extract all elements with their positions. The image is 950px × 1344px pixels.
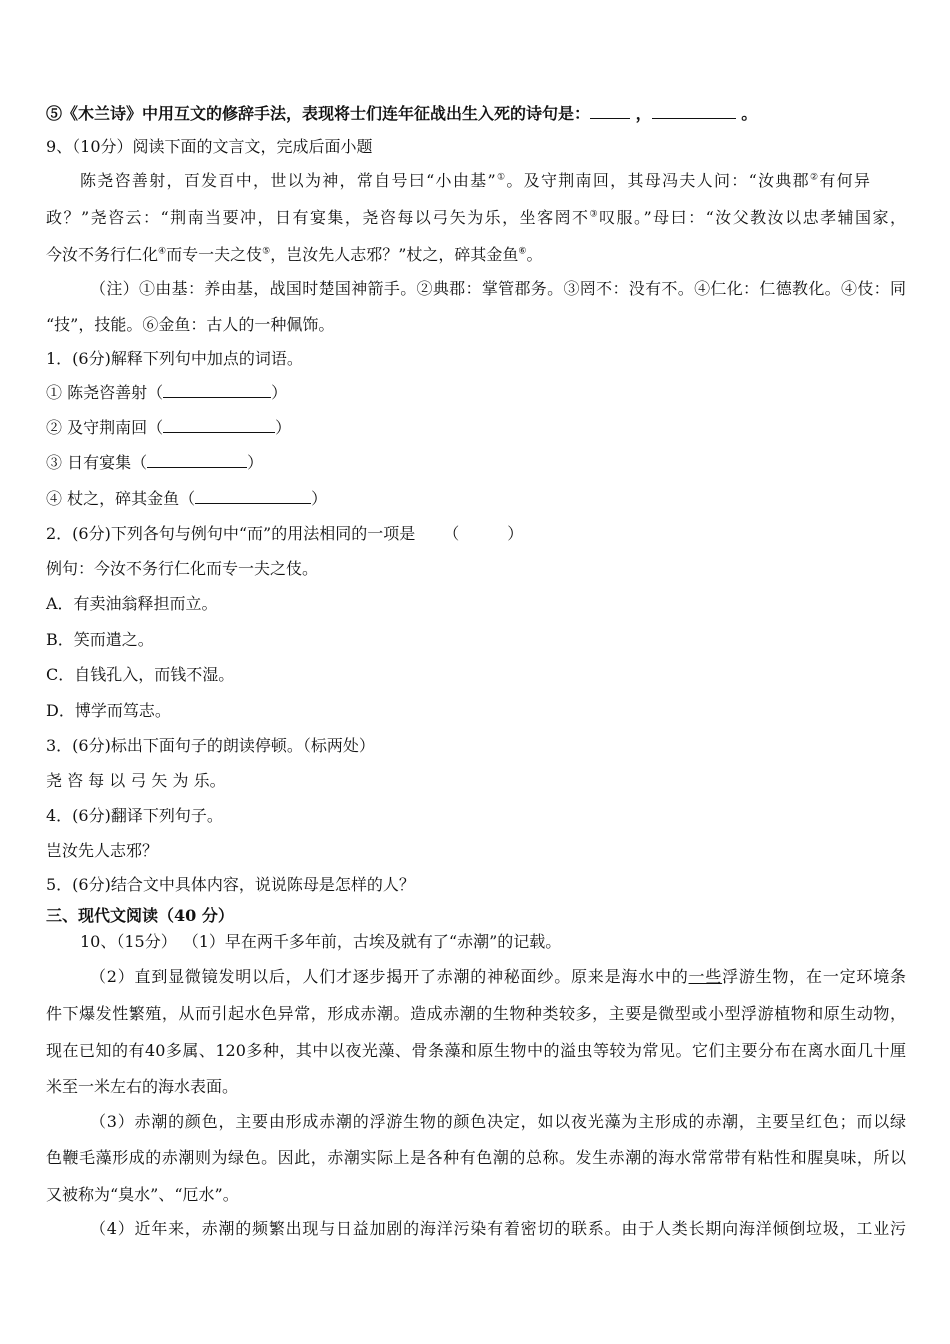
subq-1-item-text: ② 及守荆南回（: [46, 418, 164, 437]
passage-text: 陈尧咨善射，百发百中，世以为神，常自号曰“小由基”: [80, 171, 496, 190]
answer-blank[interactable]: [195, 489, 311, 504]
q10-header: 10、（15分）: [80, 932, 177, 951]
subq-2-stem: [46, 524, 523, 544]
subq-1-item: [46, 418, 291, 438]
paragraph-2-line-3: 现在已知的有40多属、120多种，其中以夜光藻、骨条藻和原生物中的溢虫等较为常见。它们主要分布在离水面几十厘: [46, 1041, 906, 1060]
subq-1-item: [46, 489, 327, 509]
subq-1-item: [46, 453, 263, 473]
passage-line-1: [80, 171, 870, 191]
option-b[interactable]: B．笑而遣之。: [46, 630, 154, 649]
footnote-mark: ⑤: [262, 246, 271, 257]
paren-close: ）: [271, 383, 288, 402]
passage-line-3: [46, 245, 542, 265]
q8-item-5: [46, 104, 757, 124]
subq-1-stem: 1．(6分)解释下列句中加点的词语。: [46, 349, 303, 368]
paren-close: ）: [311, 489, 328, 508]
paragraph-text: （2）直到显微镜发明以后，人们才逐步揭开了赤潮的神秘面纱。原来是海水中的: [90, 967, 689, 986]
passage-text: 。及守荆南回，其母冯夫人问：“汝典郡: [506, 171, 810, 190]
footnote-mark: ②: [810, 172, 820, 183]
underlined-text: 一些: [688, 967, 723, 986]
subq-4-sentence: 岂汝先人志邪？: [46, 841, 159, 860]
paren-close: ）: [247, 453, 264, 472]
subq-4-stem: 4．(6分)翻译下列句子。: [46, 806, 223, 825]
paragraph-4-line-1: （4）近年来，赤潮的频繁出现与日益加剧的海洋污染有着密切的联系。由于人类长期向海洋倾倒垃圾，工业污: [90, 1219, 906, 1238]
q8-item-5-text: ⑤《木兰诗》中用互文的修辞手法，表现将士们连年征战出生入死的诗句是：: [46, 104, 591, 123]
subq-3-sentence: 尧 咨 每 以 弓 矢 为 乐。: [46, 771, 226, 790]
section-3-title: 三、现代文阅读（40 分）: [46, 906, 234, 925]
passage-text: ，岂汝先人志邪？”杖之，碎其金鱼: [270, 245, 519, 264]
q8-item-5-end: 。: [741, 104, 758, 123]
passage-line-2: [46, 208, 906, 228]
passage-text: 。: [526, 245, 543, 264]
paragraph-1: （1）早在两千多年前，古埃及就有了“赤潮”的记载。: [190, 932, 562, 951]
passage-text: 叹服。”母曰：“汝父教汝以忠孝辅国家，: [599, 208, 906, 227]
passage-text: 今汝不务行仁化: [46, 245, 159, 264]
notes-line-2: “技”，技能。⑥金鱼：古人的一种佩饰。: [46, 315, 335, 334]
footnote-mark: ①: [495, 172, 507, 183]
paragraph-3-line-3: 又被称为“臭水”、“厄水”。: [46, 1185, 239, 1204]
subq-2-stem-text: 2．(6分)下列各句与例句中“而”的用法相同的一项是: [46, 524, 416, 543]
paragraph-text: 浮游生物，在一定环境条: [722, 967, 906, 986]
answer-blank[interactable]: [163, 383, 271, 398]
footnote-mark: ③: [589, 209, 600, 220]
answer-paren[interactable]: （ ）: [443, 524, 524, 543]
paragraph-2-line-2: 件下爆发性繁殖，从而引起水色异常，形成赤潮。造成赤潮的生物种类较多，主要是微型或小型浮游植物和原生动物，: [46, 1004, 906, 1023]
q8-item-5-separator: ，: [635, 104, 652, 123]
paragraph-2-line-4: 米至一米左右的海水表面。: [46, 1077, 239, 1096]
subq-5-stem: 5．(6分)结合文中具体内容，说说陈母是怎样的人？: [46, 875, 415, 894]
answer-blank[interactable]: [147, 453, 247, 468]
passage-text: 有何异: [819, 171, 870, 190]
passage-text: 政？”尧咨云：“荆南当要冲，日有宴集，尧咨每以弓矢为乐，坐客罔不: [46, 208, 590, 227]
footnote-mark: ④: [158, 246, 167, 257]
subq-1-item-text: ④ 杖之，碎其金鱼（: [46, 489, 196, 508]
paragraph-3-line-1: （3）赤潮的颜色，主要由形成赤潮的浮游生物的颜色决定，如以夜光藻为主形成的赤潮，主要呈红色；而以绿: [90, 1112, 906, 1131]
subq-3-stem: 3．(6分)标出下面句子的朗读停顿。（标两处）: [46, 736, 375, 755]
q9-header: 9、（10分）阅读下面的文言文，完成后面小题: [46, 137, 373, 156]
paren-close: ）: [275, 418, 292, 437]
passage-text: 而专一夫之伎: [166, 245, 263, 264]
option-c[interactable]: C．自钱孔入，而钱不湿。: [46, 665, 235, 684]
subq-1-item-text: ③ 日有宴集（: [46, 453, 148, 472]
q10-first-line: [80, 932, 561, 952]
paragraph-2-line-1: [90, 967, 906, 987]
paragraph-3-line-2: 色鞭毛藻形成的赤潮则为绿色。因此，赤潮实际上是各种有色潮的总称。发生赤潮的海水常常带有粘性和腥臭味，所以: [46, 1148, 906, 1167]
option-d[interactable]: D．博学而笃志。: [46, 701, 171, 720]
subq-1-item-text: ① 陈尧咨善射（: [46, 383, 164, 402]
answer-blank[interactable]: [163, 418, 275, 433]
answer-blank[interactable]: [590, 104, 630, 119]
footnote-mark: ⑥: [518, 246, 527, 257]
notes-line-1: （注）①由基：养由基，战国时楚国神箭手。②典郡：掌管郡务。③罔不：没有不。④仁化：仁德教化。④伎：同: [90, 279, 906, 298]
subq-1-item: [46, 383, 287, 403]
subq-2-example: 例句：今汝不务行仁化而专一夫之伎。: [46, 559, 319, 578]
option-a[interactable]: A．有卖油翁释担而立。: [46, 594, 218, 613]
answer-blank[interactable]: [652, 104, 736, 119]
